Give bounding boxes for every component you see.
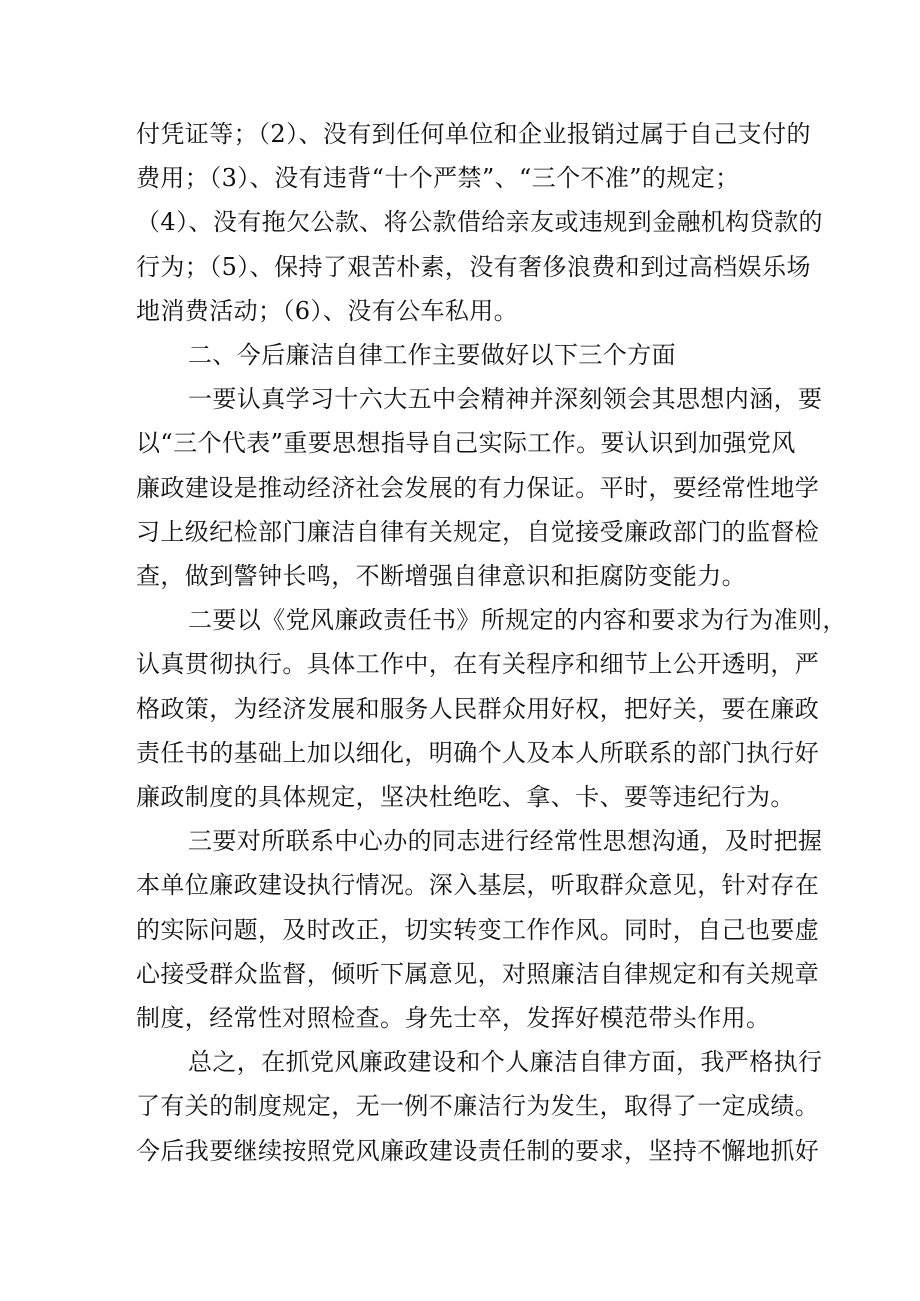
text-line: 以“三个代表”重要思想指导自己实际工作。要认识到加强党风 xyxy=(136,429,796,458)
text-line: 三要对所联系中心办的同志进行经常性思想沟通，及时把握 xyxy=(188,827,823,856)
section-heading xyxy=(136,333,786,377)
text-line: 心接受群众监督，倾听下属意见，对照廉洁自律规定和有关规章 xyxy=(136,959,820,988)
text-line: （4）、没有拖欠公款、将公款借给亲友或违规到金融机构贷款的 xyxy=(136,208,823,237)
text-line: 今后我要继续按照党风廉政建设责任制的要求，坚持不懈地抓好 xyxy=(136,1136,820,1165)
text-line: 廉政制度的具体规定，坚决杜绝吃、拿、卡、要等违纪行为。 xyxy=(136,783,795,812)
heading-text: 二、今后廉洁自律工作主要做好以下三个方面 xyxy=(188,341,676,370)
text-line: 二要以《党风廉政责任书》所规定的内容和要求为行为准则， xyxy=(188,606,847,635)
text-line: 责任书的基础上加以细化，明确个人及本人所联系的部门执行好 xyxy=(136,738,820,767)
document-body xyxy=(136,112,847,1173)
text-line: 行为；（5）、保持了艰苦朴素，没有奢侈浪费和到过高档娱乐场 xyxy=(136,252,811,281)
paragraph-third-point xyxy=(136,819,823,1040)
text-line: 查，做到警钟长鸣，不断增强自律意识和拒腐防变能力。 xyxy=(136,562,746,591)
text-line: 总之，在抓党风廉政建设和个人廉洁自律方面，我严格执行 xyxy=(188,1048,823,1077)
text-line: 付凭证等；（2）、没有到任何单位和企业报销过属于自己支付的 xyxy=(136,120,811,148)
paragraph-first-point xyxy=(136,377,823,598)
text-line: 格政策，为经济发展和服务人民群众用好权，把好关，要在廉政 xyxy=(136,694,820,723)
paragraph-second-point xyxy=(136,598,847,819)
text-line: 了有关的制度规定，无一例不廉洁行为发生，取得了一定成绩。 xyxy=(136,1092,820,1121)
text-line: 认真贯彻执行。具体工作中，在有关程序和细节上公开透明，严 xyxy=(136,650,820,679)
text-line: 地消费活动；（6）、没有公车私用。 xyxy=(136,296,519,325)
text-line: 廉政建设是推动经济社会发展的有力保证。平时，要经常性地学 xyxy=(136,473,820,502)
text-line: 制度，经常性对照检查。身先士卒，发挥好模范带头作用。 xyxy=(136,1004,771,1033)
text-line: 的实际问题，及时改正，切实转变工作作风。同时，自己也要虚 xyxy=(136,915,820,944)
text-line: 一要认真学习十六大五中会精神并深刻领会其思想内涵，要 xyxy=(188,385,823,414)
paragraph-conclusion xyxy=(136,1040,823,1173)
text-line: 费用；（3）、没有违背“十个严禁”、“三个不准”的规定； xyxy=(136,164,740,193)
text-line: 习上级纪检部门廉洁自律有关规定，自觉接受廉政部门的监督检 xyxy=(136,517,820,546)
paragraph-self-discipline-items xyxy=(136,112,823,333)
text-line: 本单位廉政建设执行情况。深入基层，听取群众意见，针对存在 xyxy=(136,871,820,900)
